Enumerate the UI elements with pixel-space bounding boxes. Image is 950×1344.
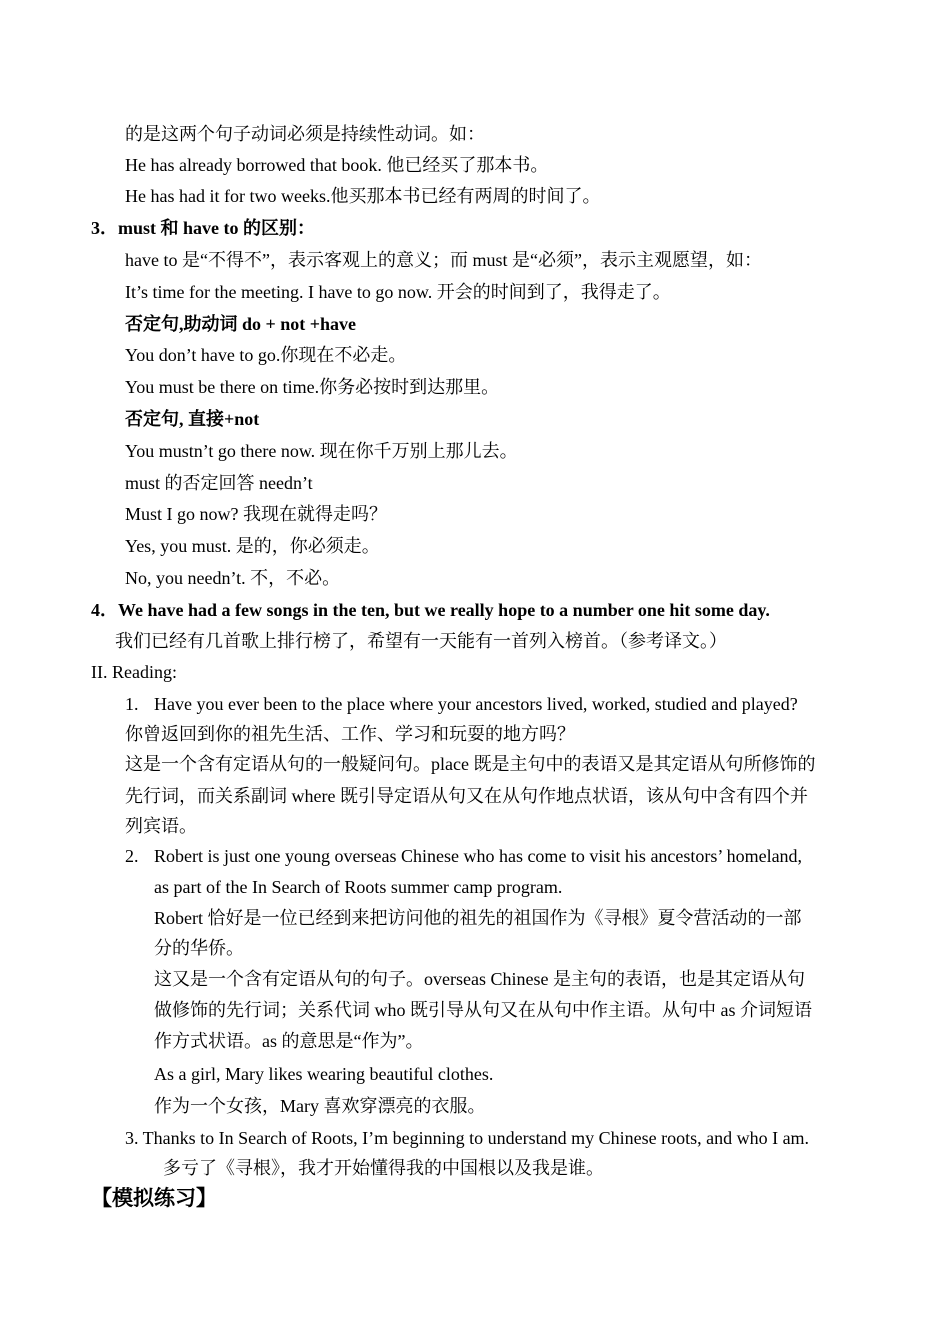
reading-item-2-chinese-2: 分的华侨。 — [154, 938, 244, 958]
reading-item-2-english-1: Robert is just one young overseas Chinese who has come to visit his ancestors’ homeland, — [154, 846, 803, 866]
reading-item-1-note-1: 这是一个含有定语从句的一般疑问句。place 既是主句中的表语又是其定语从句所修饰的 — [125, 754, 816, 774]
reading-item-2-number: 2. — [125, 846, 139, 866]
practice-heading: 【模拟练习】 — [91, 1186, 217, 1210]
section-3-line-2: It’s time for the meeting. I have to go now. 开会的时间到了，我得走了。 — [125, 282, 671, 302]
reading-item-2-example-english: As a girl, Mary likes wearing beautiful clothes. — [154, 1064, 494, 1084]
section-3-line-5: You mustn’t go there now. 现在你千万别上那儿去。 — [125, 441, 518, 461]
intro-line-3: He has had it for two weeks.他买那本书已经有两周的时间了。 — [125, 186, 601, 206]
reading-item-1-note-2: 先行词，而关系副词 where 既引导定语从句又在从句作地点状语，该从句中含有四个并 — [125, 786, 808, 806]
reading-item-2-note-2: 做修饰的先行词；关系代词 who 既引导从句又在从句中作主语。从句中 as 介词短语 — [154, 1000, 812, 1020]
section-3-line-7: Must I go now? 我现在就得走吗？ — [125, 504, 387, 524]
reading-item-1-note-3: 列宾语。 — [125, 816, 197, 836]
reading-item-3-english: 3. Thanks to In Search of Roots, I’m beginning to understand my Chinese roots, and who I am. — [125, 1128, 810, 1148]
reading-item-2-example-chinese: 作为一个女孩，Mary 喜欢穿漂亮的衣服。 — [154, 1096, 486, 1116]
reading-item-2-note-3: 作方式状语。as 的意思是“作为”。 — [154, 1031, 424, 1051]
reading-item-1-chinese: 你曾返回到你的祖先生活、工作、学习和玩耍的地方吗？ — [125, 724, 575, 744]
section-3-line-1: have to 是“不得不”，表示客观上的意义；而 must 是“必须”，表示主观愿望，如： — [125, 250, 762, 270]
section-4-line-1: 我们已经有几首歌上排行榜了，希望有一天能有一首列入榜首。（参考译文。） — [115, 631, 727, 651]
section-3-subheading-1: 否定句,助动词 do + not +have — [125, 314, 357, 334]
intro-line-2: He has already borrowed that book. 他已经买了那本书。 — [125, 155, 549, 175]
section-4-heading: 4．We have had a few songs in the ten, but we really hope to a number one hit some day. — [91, 600, 770, 620]
section-3-line-6: must 的否定回答 needn’t — [125, 473, 313, 493]
section-3-heading: 3．must 和 have to 的区别： — [91, 218, 315, 238]
section-3-line-3: You don’t have to go.你现在不必走。 — [125, 345, 407, 365]
reading-item-2-english-2: as part of the In Search of Roots summer camp program. — [154, 877, 563, 897]
section-3-line-4: You must be there on time.你务必按时到达那里。 — [125, 377, 500, 397]
section-3-line-9: No, you needn’t. 不，不必。 — [125, 568, 341, 588]
reading-item-3-chinese: 多亏了《寻根》，我才开始懂得我的中国根以及我是谁。 — [163, 1158, 604, 1178]
intro-line-1: 的是这两个句子动词必须是持续性动词。如： — [125, 124, 485, 144]
section-3-line-8: Yes, you must. 是的，你必须走。 — [125, 536, 380, 556]
reading-item-2-chinese-1: Robert 恰好是一位已经到来把访问他的祖先的祖国作为《寻根》夏令营活动的一部 — [154, 908, 802, 928]
reading-item-1-number: 1. — [125, 694, 139, 714]
reading-heading: II. Reading: — [91, 662, 177, 682]
section-3-subheading-2: 否定句, 直接+not — [125, 409, 260, 429]
reading-item-2-note-1: 这又是一个含有定语从句的句子。overseas Chinese 是主句的表语，也是其定语从句 — [154, 969, 805, 989]
reading-item-1-english: Have you ever been to the place where your ancestors lived, worked, studied and played? — [154, 694, 798, 714]
